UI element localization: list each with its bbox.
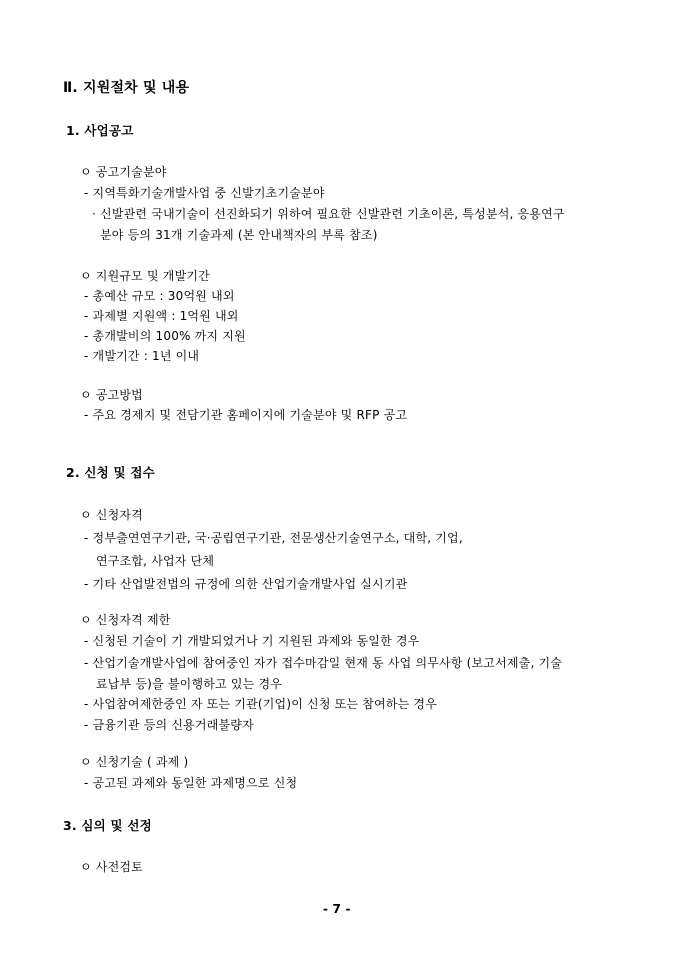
dash-item: - 금융기관 등의 신용거래불량자 — [84, 718, 254, 732]
page-number: - 7 - — [323, 902, 351, 916]
dash-item: - 주요 경제지 및 전담기관 홈페이지에 기술분야 및 RFP 공고 — [84, 408, 408, 422]
dash-item: - 기타 산업발전법의 규정에 의한 산업기술개발사업 실시기관 — [84, 577, 408, 591]
bullet-item: ㅇ 신청자격 제한 — [80, 613, 171, 627]
section-heading-3: 3. 심의 및 선정 — [63, 818, 152, 833]
dash-item-continuation: 료납부 등)을 불이행하고 있는 경우 — [96, 677, 283, 691]
dash-item: - 총개발비의 100% 까지 지원 — [84, 329, 246, 343]
page-title: Ⅱ. 지원절차 및 내용 — [63, 80, 190, 96]
dot-item-continuation: 분야 등의 31개 기술과제 (본 안내책자의 부록 참조) — [100, 228, 378, 242]
dash-item: - 개발기간 : 1년 이내 — [84, 349, 200, 363]
bullet-item: ㅇ 공고방법 — [80, 388, 143, 402]
dash-item: - 지역특화기술개발사업 중 신발기초기술분야 — [84, 186, 325, 200]
dash-item: - 과제별 지원액 : 1억원 내외 — [84, 309, 239, 323]
dot-item: · 신발관련 국내기술이 선진화되기 위하여 필요한 신발관련 기초이론, 특성분석, 응용연구 — [92, 207, 565, 221]
dash-item-continuation: 연구조합, 사업자 단체 — [96, 554, 215, 568]
dash-item: - 공고된 과제와 동일한 과제명으로 신청 — [84, 776, 298, 790]
dash-item: - 산업기술개발사업에 참여중인 자가 접수마감일 현재 동 사업 의무사항 (보고서제출, 기술 — [84, 656, 563, 670]
dash-item: - 총예산 규모 : 30억원 내외 — [84, 289, 235, 303]
bullet-item: ㅇ 사전검토 — [80, 860, 143, 874]
bullet-item: ㅇ 지원규모 및 개발기간 — [80, 269, 210, 283]
dash-item: - 신청된 기술이 기 개발되었거나 기 지원된 과제와 동일한 경우 — [84, 634, 420, 648]
bullet-item: ㅇ 신청기술 ( 과제 ) — [80, 755, 189, 769]
dash-item: - 사업참여제한중인 자 또는 기관(기업)이 신청 또는 참여하는 경우 — [84, 697, 438, 711]
dash-item: - 정부출연연구기관, 국·공립연구기관, 전문생산기술연구소, 대학, 기업, — [84, 531, 463, 545]
bullet-item: ㅇ 신청자격 — [80, 508, 143, 522]
section-heading-1: 1. 사업공고 — [66, 123, 134, 138]
bullet-item: ㅇ 공고기술분야 — [80, 165, 167, 179]
section-heading-2: 2. 신청 및 접수 — [66, 465, 155, 480]
